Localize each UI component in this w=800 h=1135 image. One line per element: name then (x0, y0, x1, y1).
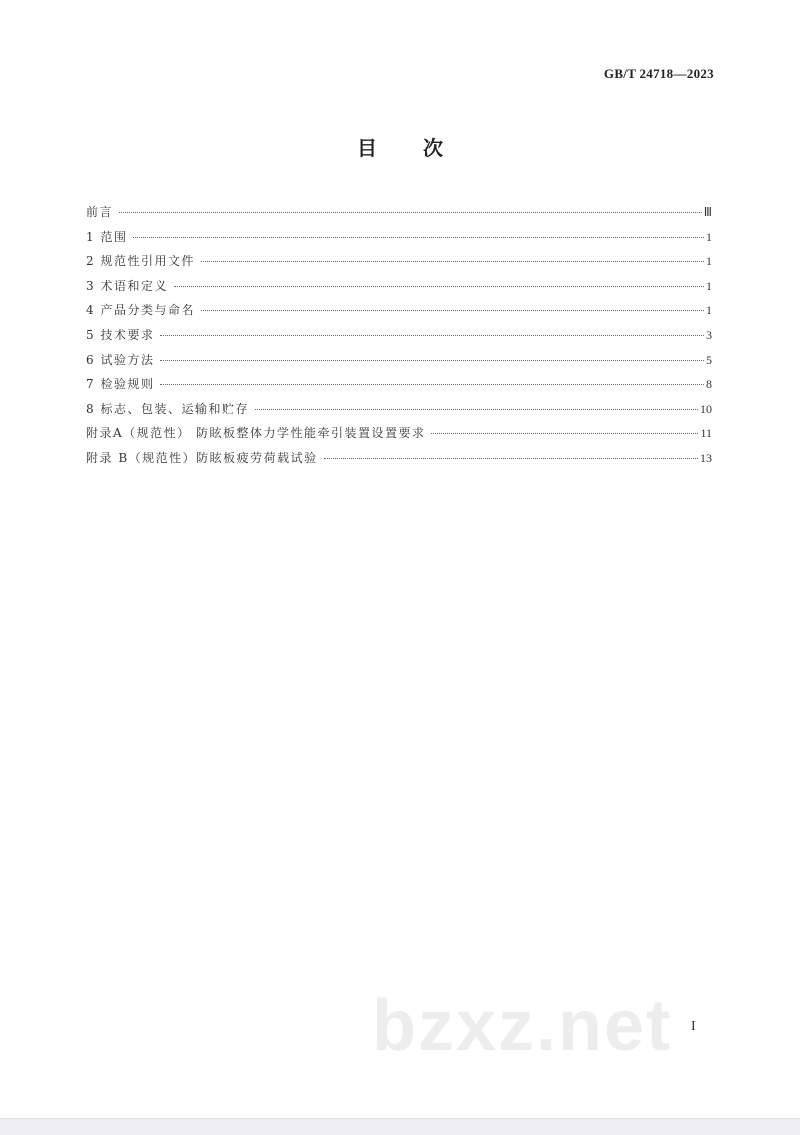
toc-entry-page: 13 (700, 450, 712, 465)
toc-entry-label: 附录 B（规范性）防眩板疲劳荷载试验 (86, 450, 318, 465)
watermark: bzxz.net (372, 986, 673, 1066)
toc-leader-dots (324, 457, 698, 459)
toc-entry-inspection-rules[interactable] (86, 375, 712, 400)
toc-entry-page: 11 (700, 426, 712, 441)
toc-entry-classification[interactable] (86, 301, 712, 326)
toc-leader-dots (201, 260, 704, 262)
toc-entry-test-methods[interactable] (86, 351, 712, 376)
toc-entry-marking-packaging[interactable] (86, 400, 712, 425)
viewer-bottom-strip (0, 1118, 800, 1135)
toc-leader-dots (201, 309, 704, 311)
toc-leader-dots (160, 359, 704, 361)
toc-entry-foreword[interactable] (86, 203, 712, 228)
toc-leader-dots (174, 285, 704, 287)
toc-leader-dots (255, 408, 698, 410)
toc-entry-label: 2 规范性引用文件 (86, 254, 195, 269)
toc-entry-label: 5 技术要求 (86, 327, 155, 342)
toc-leader-dots (119, 211, 702, 213)
toc-entry-page: 1 (706, 303, 712, 318)
toc-entry-normative-references[interactable] (86, 252, 712, 277)
toc-entry-annex-a[interactable] (86, 424, 712, 449)
toc-entry-label: 附录A（规范性） 防眩板整体力学性能牵引装置设置要求 (86, 426, 426, 441)
toc-entry-page: 8 (706, 377, 712, 392)
toc-entry-label: 4 产品分类与命名 (86, 303, 195, 318)
toc-entry-page: Ⅲ (703, 205, 712, 219)
toc-entry-label: 8 标志、包装、运输和贮存 (86, 401, 249, 416)
toc-leader-dots (133, 236, 704, 238)
toc-entry-page: 1 (706, 229, 712, 244)
toc-entry-page: 10 (700, 401, 712, 416)
standard-code: GB/T 24718—2023 (603, 66, 714, 81)
toc-leader-dots (160, 383, 704, 385)
table-of-contents (86, 203, 712, 474)
toc-entry-label: 7 检验规则 (86, 377, 155, 392)
toc-entry-annex-b[interactable] (86, 449, 712, 474)
toc-entry-label: 3 术语和定义 (86, 278, 168, 293)
toc-leader-dots (431, 432, 698, 434)
toc-entry-label: 前言 (86, 205, 114, 219)
toc-entry-label: 6 试验方法 (86, 352, 155, 367)
toc-entry-page: 5 (706, 352, 712, 367)
toc-title: 目次 (357, 136, 489, 160)
toc-leader-dots (160, 334, 704, 336)
toc-entry-terms[interactable] (86, 277, 712, 302)
toc-entry-page: 1 (706, 278, 712, 293)
toc-entry-requirements[interactable] (86, 326, 712, 351)
toc-entry-page: 3 (706, 327, 712, 342)
toc-entry-page: 1 (706, 254, 712, 269)
page-number: I (691, 1019, 696, 1034)
toc-entry-scope[interactable] (86, 228, 712, 253)
toc-entry-label: 1 范围 (86, 229, 128, 244)
